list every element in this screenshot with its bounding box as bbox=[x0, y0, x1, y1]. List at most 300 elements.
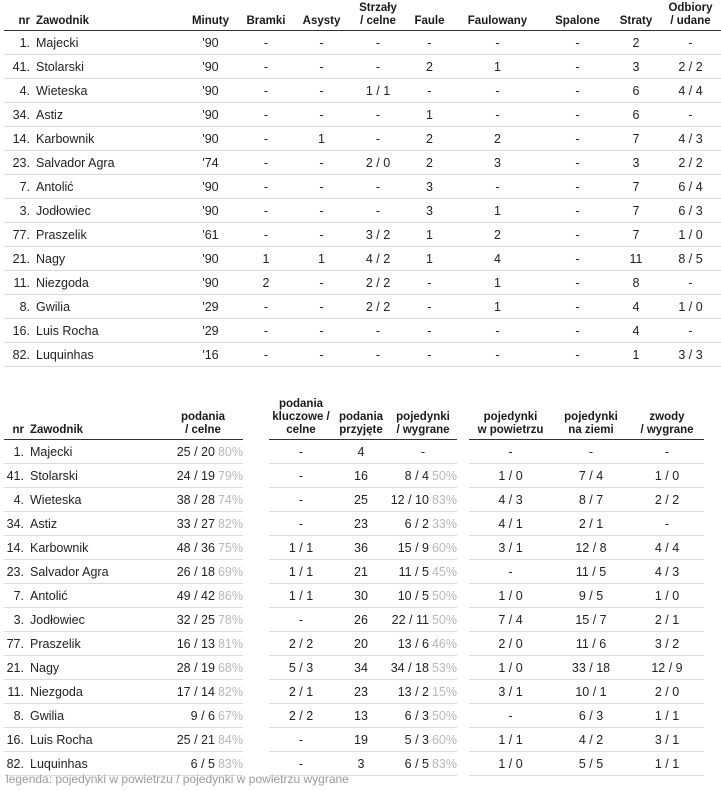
player-number: 82. bbox=[4, 343, 34, 367]
col-spacer bbox=[457, 632, 469, 656]
player-name: Antolić bbox=[34, 175, 183, 199]
dribbles-cell: 2 / 0 bbox=[630, 680, 704, 704]
col-header-recoveries-line2: / udane bbox=[670, 15, 711, 27]
duels-win-rate: 53% bbox=[431, 660, 457, 675]
passes-received-cell: 23 bbox=[333, 680, 389, 704]
ground-duels-cell: 33 / 18 bbox=[552, 656, 630, 680]
duels-value: 10 / 5 bbox=[397, 588, 429, 603]
goals-cell: - bbox=[238, 199, 294, 223]
offsides-cell: - bbox=[543, 223, 612, 247]
col-header-recoveries bbox=[660, 2, 721, 31]
col-spacer bbox=[457, 680, 469, 704]
shots-cell: - bbox=[349, 343, 407, 367]
duels-win-rate: 60% bbox=[431, 732, 457, 747]
player-name: Majecki bbox=[28, 440, 163, 464]
recoveries-cell: - bbox=[660, 103, 721, 127]
table-row bbox=[4, 704, 704, 728]
key-passes-cell: 5 / 3 bbox=[269, 656, 333, 680]
losses-cell: 2 bbox=[612, 31, 660, 55]
offsides-cell: - bbox=[543, 127, 612, 151]
goals-cell: - bbox=[238, 175, 294, 199]
aerial-duels-cell: 1 / 0 bbox=[469, 584, 552, 608]
fouled-cell: 1 bbox=[452, 271, 543, 295]
col-header-assists: Asysty bbox=[294, 2, 349, 31]
col-spacer bbox=[457, 464, 469, 488]
player-name: Salvador Agra bbox=[34, 151, 183, 175]
table-row bbox=[4, 199, 721, 223]
assists-cell: 1 bbox=[294, 127, 349, 151]
passes-value: 33 / 27 bbox=[176, 516, 215, 531]
passes-cell bbox=[163, 440, 243, 464]
passes-accuracy: 75% bbox=[217, 540, 243, 555]
passes-received-cell: 3 bbox=[333, 752, 389, 776]
player-name: Wieteska bbox=[34, 79, 183, 103]
passes-received-cell: 36 bbox=[333, 536, 389, 560]
minutes-cell: '90 bbox=[183, 175, 238, 199]
shots-cell: - bbox=[349, 103, 407, 127]
offsides-cell: - bbox=[543, 199, 612, 223]
goals-cell: - bbox=[238, 319, 294, 343]
player-number: 41. bbox=[4, 55, 34, 79]
dribbles-cell: 2 / 2 bbox=[630, 488, 704, 512]
player-name: Niezgoda bbox=[28, 680, 163, 704]
player-number: 16. bbox=[4, 728, 28, 752]
ground-duels-cell: 4 / 2 bbox=[552, 728, 630, 752]
shots-cell: 1 / 1 bbox=[349, 79, 407, 103]
col-header-passes bbox=[163, 398, 243, 440]
goals-cell: - bbox=[238, 127, 294, 151]
duels-cell bbox=[389, 632, 457, 656]
col-header-nr: nr bbox=[4, 2, 34, 31]
aerial-duels-cell: 1 / 0 bbox=[469, 464, 552, 488]
key-passes-cell: 2 / 2 bbox=[269, 704, 333, 728]
table-row bbox=[4, 151, 721, 175]
shots-cell: 2 / 2 bbox=[349, 295, 407, 319]
losses-cell: 6 bbox=[612, 103, 660, 127]
player-number: 8. bbox=[4, 704, 28, 728]
fouled-cell: 1 bbox=[452, 199, 543, 223]
passes-cell bbox=[163, 608, 243, 632]
goals-cell: 1 bbox=[238, 247, 294, 271]
dribbles-cell: 3 / 1 bbox=[630, 728, 704, 752]
passes-value: 16 / 13 bbox=[176, 636, 215, 651]
passes-received-cell: 34 bbox=[333, 656, 389, 680]
col-header-ground-line1: pojedynki bbox=[564, 411, 618, 423]
passes-cell bbox=[163, 488, 243, 512]
passes-value: 26 / 18 bbox=[176, 564, 215, 579]
player-number: 23. bbox=[4, 560, 28, 584]
dribbles-cell: 1 / 1 bbox=[630, 752, 704, 776]
duels-cell bbox=[389, 608, 457, 632]
passes-value: 48 / 36 bbox=[176, 540, 215, 555]
col-spacer bbox=[457, 536, 469, 560]
assists-cell: - bbox=[294, 271, 349, 295]
col-header-fouls: Faule bbox=[407, 2, 452, 31]
passes-accuracy: 78% bbox=[217, 612, 243, 627]
col-spacer bbox=[243, 608, 269, 632]
duels-cell bbox=[389, 440, 457, 464]
offsides-cell: - bbox=[543, 295, 612, 319]
minutes-cell: '61 bbox=[183, 223, 238, 247]
shots-cell: 4 / 2 bbox=[349, 247, 407, 271]
player-number: 34. bbox=[4, 512, 28, 536]
table-row bbox=[4, 295, 721, 319]
passes-accuracy: 67% bbox=[217, 708, 243, 723]
col-spacer bbox=[457, 704, 469, 728]
minutes-cell: '90 bbox=[183, 103, 238, 127]
goals-cell: - bbox=[238, 103, 294, 127]
col-header-air-line2: w powietrzu bbox=[477, 424, 544, 436]
table-row bbox=[4, 223, 721, 247]
fouls-cell: - bbox=[407, 343, 452, 367]
col-header-nr: nr bbox=[4, 398, 28, 440]
col-spacer bbox=[243, 440, 269, 464]
passes-received-cell: 4 bbox=[333, 440, 389, 464]
player-number: 21. bbox=[4, 247, 34, 271]
table-row bbox=[4, 247, 721, 271]
table-row bbox=[4, 79, 721, 103]
passes-value: 9 / 6 bbox=[190, 708, 215, 723]
duels-cell bbox=[389, 704, 457, 728]
passes-cell bbox=[163, 536, 243, 560]
aerial-duels-cell: 3 / 1 bbox=[469, 680, 552, 704]
minutes-cell: '90 bbox=[183, 31, 238, 55]
offsides-cell: - bbox=[543, 319, 612, 343]
player-name: Wieteska bbox=[28, 488, 163, 512]
player-number: 7. bbox=[4, 584, 28, 608]
minutes-cell: '90 bbox=[183, 79, 238, 103]
passes-cell bbox=[163, 464, 243, 488]
shots-cell: - bbox=[349, 127, 407, 151]
passes-received-cell: 23 bbox=[333, 512, 389, 536]
recoveries-cell: 2 / 2 bbox=[660, 151, 721, 175]
assists-cell: - bbox=[294, 55, 349, 79]
table-row bbox=[4, 175, 721, 199]
col-header-key-passes bbox=[269, 398, 333, 440]
player-number: 1. bbox=[4, 440, 28, 464]
duels-cell bbox=[389, 728, 457, 752]
passes-received-cell: 13 bbox=[333, 704, 389, 728]
losses-cell: 4 bbox=[612, 295, 660, 319]
recoveries-cell: 6 / 3 bbox=[660, 199, 721, 223]
offsides-cell: - bbox=[543, 247, 612, 271]
passes-received-cell: 25 bbox=[333, 488, 389, 512]
assists-cell: - bbox=[294, 31, 349, 55]
ground-duels-cell: 10 / 1 bbox=[552, 680, 630, 704]
shots-cell: - bbox=[349, 55, 407, 79]
key-passes-cell: - bbox=[269, 608, 333, 632]
player-number: 7. bbox=[4, 175, 34, 199]
player-name: Stolarski bbox=[34, 55, 183, 79]
fouls-cell: 2 bbox=[407, 151, 452, 175]
fouls-cell: - bbox=[407, 31, 452, 55]
player-name: Luis Rocha bbox=[28, 728, 163, 752]
passes-accuracy: 83% bbox=[217, 756, 243, 771]
fouls-cell: - bbox=[407, 295, 452, 319]
duels-win-rate: 46% bbox=[431, 636, 457, 651]
player-number: 3. bbox=[4, 199, 34, 223]
col-header-ground-line2: na ziemi bbox=[568, 424, 614, 436]
passes-cell bbox=[163, 656, 243, 680]
passes-received-cell: 19 bbox=[333, 728, 389, 752]
duels-value: 8 / 4 bbox=[404, 468, 429, 483]
col-spacer bbox=[243, 398, 269, 440]
player-number: 14. bbox=[4, 536, 28, 560]
offsides-cell: - bbox=[543, 151, 612, 175]
player-number: 77. bbox=[4, 632, 28, 656]
table-row bbox=[4, 512, 704, 536]
table-row bbox=[4, 55, 721, 79]
player-name: Salvador Agra bbox=[28, 560, 163, 584]
player-name: Praszelik bbox=[28, 632, 163, 656]
player-number: 14. bbox=[4, 127, 34, 151]
ground-duels-cell: 12 / 8 bbox=[552, 536, 630, 560]
duels-cell bbox=[389, 488, 457, 512]
col-spacer bbox=[457, 656, 469, 680]
duels-cell bbox=[389, 584, 457, 608]
col-spacer bbox=[243, 728, 269, 752]
fouled-cell: - bbox=[452, 175, 543, 199]
col-spacer bbox=[457, 728, 469, 752]
player-number: 8. bbox=[4, 295, 34, 319]
table-row bbox=[4, 127, 721, 151]
col-header-shots-line1: Strzały bbox=[359, 2, 397, 14]
recoveries-cell: 4 / 3 bbox=[660, 127, 721, 151]
losses-cell: 11 bbox=[612, 247, 660, 271]
col-spacer bbox=[243, 488, 269, 512]
fouled-cell: 4 bbox=[452, 247, 543, 271]
col-header-key-line3: celne bbox=[286, 424, 316, 436]
col-spacer bbox=[243, 704, 269, 728]
passes-accuracy: 82% bbox=[217, 684, 243, 699]
col-header-player: Zawodnik bbox=[34, 2, 183, 31]
goals-cell: - bbox=[238, 295, 294, 319]
player-name: Luquinhas bbox=[34, 343, 183, 367]
fouls-cell: 2 bbox=[407, 55, 452, 79]
aerial-duels-cell: - bbox=[469, 440, 552, 464]
table-header-row bbox=[4, 398, 704, 440]
player-name: Luquinhas bbox=[28, 752, 163, 776]
fouled-cell: - bbox=[452, 31, 543, 55]
col-header-recoveries-line1: Odbiory bbox=[668, 2, 713, 14]
passes-value: 28 / 19 bbox=[176, 660, 215, 675]
table-row bbox=[4, 103, 721, 127]
goals-cell: - bbox=[238, 55, 294, 79]
col-spacer bbox=[243, 632, 269, 656]
duels-win-rate: 60% bbox=[431, 540, 457, 555]
aerial-duels-cell: 2 / 0 bbox=[469, 632, 552, 656]
duels-value: 6 / 3 bbox=[404, 708, 429, 723]
recoveries-cell: 1 / 0 bbox=[660, 295, 721, 319]
passes-accuracy: 86% bbox=[217, 588, 243, 603]
table-header-row bbox=[4, 2, 721, 31]
losses-cell: 4 bbox=[612, 319, 660, 343]
fouls-cell: 1 bbox=[407, 103, 452, 127]
player-number: 82. bbox=[4, 752, 28, 776]
player-name: Majecki bbox=[34, 31, 183, 55]
table-row bbox=[4, 464, 704, 488]
col-header-fouled: Faulowany bbox=[452, 2, 543, 31]
table-row bbox=[4, 680, 704, 704]
passes-accuracy: 74% bbox=[217, 492, 243, 507]
table-body bbox=[4, 440, 704, 776]
col-header-shots bbox=[349, 2, 407, 31]
shots-cell: - bbox=[349, 199, 407, 223]
fouled-cell: 1 bbox=[452, 295, 543, 319]
col-header-shots-line2: / celne bbox=[360, 15, 396, 27]
fouls-cell: 3 bbox=[407, 175, 452, 199]
assists-cell: 1 bbox=[294, 247, 349, 271]
key-passes-cell: 2 / 2 bbox=[269, 632, 333, 656]
fouled-cell: 1 bbox=[452, 55, 543, 79]
player-name: Nagy bbox=[28, 656, 163, 680]
duels-cell bbox=[389, 464, 457, 488]
shots-cell: - bbox=[349, 31, 407, 55]
duels-value: 5 / 3 bbox=[404, 732, 429, 747]
passes-received-cell: 16 bbox=[333, 464, 389, 488]
passes-value: 25 / 21 bbox=[176, 732, 215, 747]
ground-duels-cell: 7 / 4 bbox=[552, 464, 630, 488]
key-passes-cell: - bbox=[269, 440, 333, 464]
player-number: 11. bbox=[4, 271, 34, 295]
assists-cell: - bbox=[294, 103, 349, 127]
offsides-cell: - bbox=[543, 31, 612, 55]
fouls-cell: 2 bbox=[407, 127, 452, 151]
col-spacer bbox=[243, 680, 269, 704]
offsides-cell: - bbox=[543, 55, 612, 79]
col-header-dribbles bbox=[630, 398, 704, 440]
fouls-cell: - bbox=[407, 319, 452, 343]
minutes-cell: '90 bbox=[183, 247, 238, 271]
losses-cell: 7 bbox=[612, 199, 660, 223]
aerial-duels-cell: 4 / 1 bbox=[469, 512, 552, 536]
key-passes-cell: - bbox=[269, 464, 333, 488]
ground-duels-cell: 6 / 3 bbox=[552, 704, 630, 728]
key-passes-cell: - bbox=[269, 488, 333, 512]
offsides-cell: - bbox=[543, 175, 612, 199]
passes-received-cell: 21 bbox=[333, 560, 389, 584]
minutes-cell: '16 bbox=[183, 343, 238, 367]
aerial-duels-cell: 3 / 1 bbox=[469, 536, 552, 560]
shots-cell: 3 / 2 bbox=[349, 223, 407, 247]
passes-accuracy: 79% bbox=[217, 468, 243, 483]
assists-cell: - bbox=[294, 343, 349, 367]
table-row bbox=[4, 560, 704, 584]
fouls-cell: - bbox=[407, 79, 452, 103]
fouled-cell: - bbox=[452, 103, 543, 127]
duels-cell bbox=[389, 656, 457, 680]
passes-cell bbox=[163, 512, 243, 536]
duels-win-rate: 50% bbox=[431, 588, 457, 603]
losses-cell: 8 bbox=[612, 271, 660, 295]
col-header-passes-line2: / celne bbox=[185, 424, 221, 436]
aerial-duels-cell: - bbox=[469, 704, 552, 728]
recoveries-cell: 4 / 4 bbox=[660, 79, 721, 103]
player-name: Stolarski bbox=[28, 464, 163, 488]
stats-table-passing-duels bbox=[4, 398, 704, 776]
player-name: Karbownik bbox=[34, 127, 183, 151]
duels-value: 13 / 6 bbox=[397, 636, 429, 651]
key-passes-cell: 1 / 1 bbox=[269, 584, 333, 608]
duels-win-rate: 50% bbox=[431, 612, 457, 627]
duels-win-rate: 83% bbox=[431, 492, 457, 507]
key-passes-cell: 1 / 1 bbox=[269, 560, 333, 584]
passes-accuracy: 68% bbox=[217, 660, 243, 675]
minutes-cell: '29 bbox=[183, 319, 238, 343]
col-spacer bbox=[457, 512, 469, 536]
dribbles-cell: 3 / 2 bbox=[630, 632, 704, 656]
duels-cell bbox=[389, 512, 457, 536]
dribbles-cell: - bbox=[630, 440, 704, 464]
duels-cell bbox=[389, 536, 457, 560]
minutes-cell: '90 bbox=[183, 127, 238, 151]
legend-note: legenda: pojedynki w powietrzu / pojedynki w powietrzu wygrane bbox=[6, 772, 349, 786]
passes-cell bbox=[163, 704, 243, 728]
col-header-duels-line1: pojedynki bbox=[396, 411, 450, 423]
passes-received-cell: 26 bbox=[333, 608, 389, 632]
goals-cell: 2 bbox=[238, 271, 294, 295]
passes-accuracy: 80% bbox=[217, 444, 243, 459]
passes-received-cell: 20 bbox=[333, 632, 389, 656]
recoveries-cell: 8 / 5 bbox=[660, 247, 721, 271]
minutes-cell: '90 bbox=[183, 271, 238, 295]
table-row bbox=[4, 271, 721, 295]
losses-cell: 7 bbox=[612, 127, 660, 151]
duels-win-rate: 50% bbox=[431, 468, 457, 483]
assists-cell: - bbox=[294, 199, 349, 223]
passes-cell bbox=[163, 680, 243, 704]
goals-cell: - bbox=[238, 151, 294, 175]
losses-cell: 1 bbox=[612, 343, 660, 367]
player-number: 1. bbox=[4, 31, 34, 55]
table-row bbox=[4, 440, 704, 464]
table-row bbox=[4, 536, 704, 560]
player-number: 23. bbox=[4, 151, 34, 175]
player-name: Praszelik bbox=[34, 223, 183, 247]
shots-cell: - bbox=[349, 175, 407, 199]
goals-cell: - bbox=[238, 343, 294, 367]
fouled-cell: - bbox=[452, 343, 543, 367]
duels-value: - bbox=[420, 444, 426, 459]
aerial-duels-cell: 1 / 0 bbox=[469, 656, 552, 680]
ground-duels-cell: 15 / 7 bbox=[552, 608, 630, 632]
aerial-duels-cell: 7 / 4 bbox=[469, 608, 552, 632]
duels-cell bbox=[389, 752, 457, 776]
duels-win-rate: 15% bbox=[431, 684, 457, 699]
duels-value: 6 / 2 bbox=[404, 516, 429, 531]
offsides-cell: - bbox=[543, 79, 612, 103]
assists-cell: - bbox=[294, 295, 349, 319]
player-name: Karbownik bbox=[28, 536, 163, 560]
player-name: Gwilia bbox=[28, 704, 163, 728]
player-number: 34. bbox=[4, 103, 34, 127]
fouled-cell: - bbox=[452, 79, 543, 103]
ground-duels-cell: 5 / 5 bbox=[552, 752, 630, 776]
col-header-dribble-line1: zwody bbox=[649, 411, 685, 423]
player-name: Jodłowiec bbox=[34, 199, 183, 223]
player-name: Astiz bbox=[28, 512, 163, 536]
player-name: Luis Rocha bbox=[34, 319, 183, 343]
minutes-cell: '90 bbox=[183, 55, 238, 79]
player-number: 16. bbox=[4, 319, 34, 343]
minutes-cell: '74 bbox=[183, 151, 238, 175]
key-passes-cell: 1 / 1 bbox=[269, 536, 333, 560]
aerial-duels-cell: 1 / 0 bbox=[469, 752, 552, 776]
duels-value: 6 / 5 bbox=[404, 756, 429, 771]
passes-accuracy: 69% bbox=[217, 564, 243, 579]
losses-cell: 6 bbox=[612, 79, 660, 103]
passes-accuracy: 84% bbox=[217, 732, 243, 747]
